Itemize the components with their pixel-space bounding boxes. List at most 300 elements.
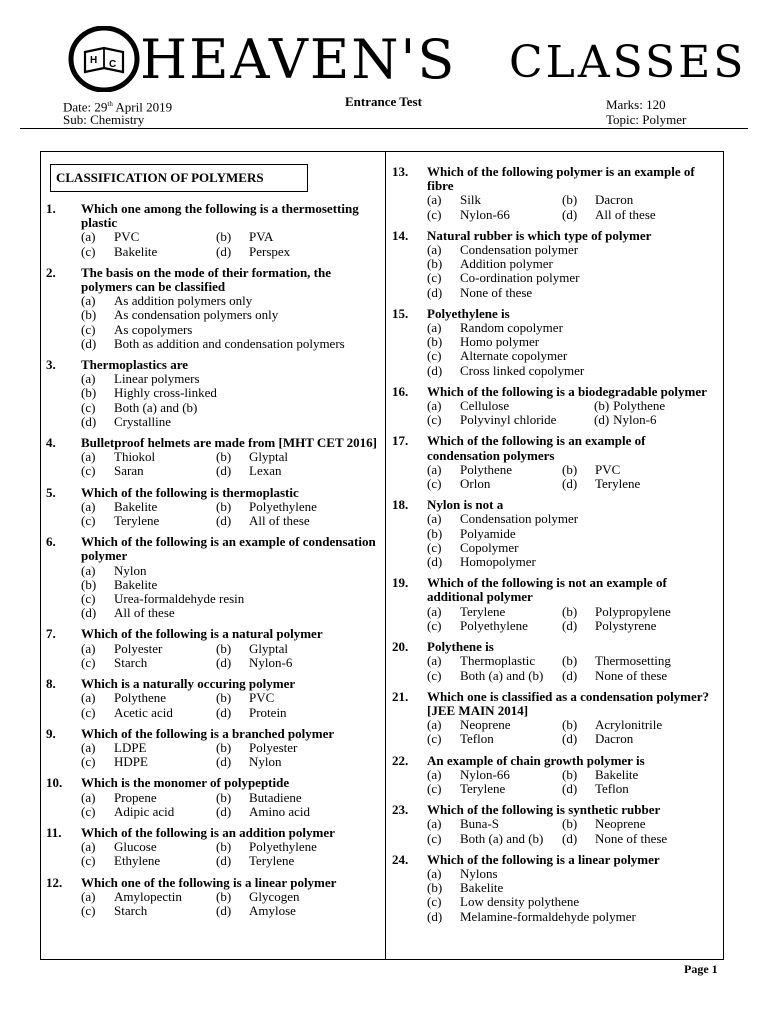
option-text: Butadiene — [249, 789, 302, 805]
options — [81, 691, 380, 719]
option-text: Both (a) and (b) — [114, 399, 198, 415]
option-row — [81, 464, 380, 478]
option-label: (d) — [427, 284, 443, 300]
option-cell — [427, 718, 562, 732]
option-cell — [562, 718, 662, 732]
option-text: Highly cross-linked — [114, 385, 217, 401]
option-cell — [216, 642, 288, 656]
option-row — [81, 741, 380, 755]
option-cell — [216, 840, 317, 854]
option-text: Bakelite — [460, 880, 504, 896]
option-cell — [81, 840, 216, 854]
option-cell — [81, 642, 216, 656]
option-cell — [216, 854, 294, 868]
question-text: Natural rubber is which type of polymer — [427, 227, 652, 243]
option-text: Protein — [249, 704, 287, 720]
option-label: (d) — [562, 731, 578, 747]
options — [81, 642, 380, 670]
option-cell — [216, 450, 288, 464]
option-row — [427, 555, 720, 569]
option-row — [427, 782, 720, 796]
option-text: Terylene — [114, 513, 160, 529]
option-label: (a) — [81, 498, 96, 514]
question-item — [46, 627, 380, 670]
question-item — [392, 385, 720, 428]
subject-line: Sub: Chemistry — [63, 112, 145, 127]
question-number: 11. — [46, 824, 62, 840]
option-label: (d) — [216, 902, 232, 918]
option-text: All of these — [595, 206, 656, 222]
option-label: (b) — [216, 640, 232, 656]
option-label: (a) — [81, 739, 96, 755]
option-label: (a) — [427, 717, 442, 733]
section-heading: CLASSIFICATION OF POLYMERS — [50, 164, 308, 192]
option-text: Nylon — [114, 562, 147, 578]
option-row — [427, 817, 720, 831]
question-item — [46, 535, 380, 620]
option-row — [81, 308, 380, 322]
option-label: (a) — [81, 562, 96, 578]
option-text: Adipic acid — [114, 803, 175, 819]
option-label: (d) — [216, 654, 232, 670]
options — [81, 372, 380, 429]
option-label: (c) — [427, 830, 442, 846]
option-text: Both as addition and condensation polymers — [114, 335, 345, 351]
option-label: (c) — [81, 902, 96, 918]
question-text: Thermoplastics are — [81, 357, 188, 373]
option-label: (d) — [81, 605, 97, 621]
option-label: (a) — [81, 371, 96, 387]
question-text: Polyethylene is — [427, 305, 510, 321]
page-number: Page 1 — [684, 962, 718, 976]
option-row — [427, 910, 720, 924]
option-row — [427, 463, 720, 477]
option-label: (d) — [216, 803, 232, 819]
options — [427, 512, 720, 569]
option-label: (d) — [216, 704, 232, 720]
option-text: Orlon — [460, 476, 491, 492]
option-cell — [562, 477, 640, 491]
question-item — [392, 754, 720, 797]
question-number: 9. — [46, 725, 56, 741]
option-cell — [562, 768, 638, 782]
option-text: Nylon-66 — [460, 766, 510, 782]
option-text: Nylons — [460, 865, 498, 881]
option-text: Polyethylene — [249, 839, 317, 855]
option-row — [81, 606, 380, 620]
option-cell — [81, 691, 216, 705]
options — [427, 718, 720, 746]
options — [81, 500, 380, 528]
option-text: Bakelite — [114, 498, 158, 514]
option-text: PVA — [249, 229, 274, 245]
option-row — [427, 669, 720, 683]
option-label: (c) — [81, 591, 96, 607]
option-label: (c) — [81, 243, 96, 259]
option-cell — [562, 619, 656, 633]
option-cell — [562, 832, 667, 846]
option-cell — [216, 791, 302, 805]
option-label: (c) — [427, 539, 442, 555]
option-cell — [81, 890, 216, 904]
options — [427, 399, 720, 427]
option-row — [427, 335, 720, 349]
question-number: 10. — [46, 775, 63, 791]
option-text: Terylene — [595, 476, 641, 492]
option-row — [427, 271, 720, 285]
option-row — [81, 415, 380, 429]
question-number: 1. — [46, 201, 56, 216]
option-cell — [216, 755, 282, 769]
question-text: Nylon is not a — [427, 497, 504, 513]
option-label: (c) — [81, 321, 96, 337]
question-number: 12. — [46, 874, 63, 890]
option-row — [81, 854, 380, 868]
question-item — [46, 776, 380, 819]
option-text: Lexan — [249, 463, 282, 479]
option-text: Propene — [114, 789, 157, 805]
options — [81, 450, 380, 478]
option-label: (c) — [427, 617, 442, 633]
option-label: (d) — [427, 362, 443, 378]
logo-emblem — [68, 26, 140, 92]
question-item — [392, 434, 720, 491]
option-text: PVC — [595, 461, 621, 477]
option-row — [81, 401, 380, 415]
option-text: Bakelite — [595, 766, 639, 782]
question-number: 20. — [392, 639, 409, 655]
option-text: Polythene — [460, 461, 512, 477]
question-text: Which of the following polymer is an example of fibre — [427, 164, 695, 194]
option-cell — [427, 413, 594, 427]
question-text: Which of the following is an addition polymer — [81, 824, 335, 840]
option-text: Teflon — [595, 780, 629, 796]
option-text: PVC — [114, 229, 140, 245]
option-label: (a) — [427, 320, 442, 336]
option-text: Nylon — [249, 754, 282, 770]
option-text: Polyethylene — [249, 498, 317, 514]
option-row — [427, 654, 720, 668]
options — [427, 605, 720, 633]
option-text: Condensation polymer — [460, 511, 579, 527]
option-text: Glyptal — [249, 640, 288, 656]
brand-name: HEAVEN'S — [140, 28, 457, 91]
option-cell — [216, 805, 310, 819]
option-row — [427, 527, 720, 541]
option-text: Polyvinyl chloride — [460, 412, 557, 428]
option-label: (b) — [562, 461, 578, 477]
option-cell — [216, 464, 281, 478]
option-label: (d) — [427, 554, 443, 570]
option-row — [81, 372, 380, 386]
column-divider — [385, 151, 386, 960]
question-text: Which of the following is thermoplastic — [81, 484, 299, 500]
question-number: 3. — [46, 357, 56, 373]
question-text: Polythene is — [427, 639, 494, 655]
option-label: (a) — [81, 888, 96, 904]
options — [427, 817, 720, 845]
option-cell — [594, 413, 657, 427]
option-label: (b) — [216, 839, 232, 855]
option-cell — [562, 654, 671, 668]
option-text: Polystyrene — [595, 617, 657, 633]
option-cell — [562, 193, 633, 207]
option-label: (a) — [427, 816, 442, 832]
option-label: (d) — [562, 667, 578, 683]
option-text: Condensation polymer — [460, 242, 579, 258]
option-text: Crystalline — [114, 413, 172, 429]
option-label: (b) — [81, 307, 97, 323]
option-text: HDPE — [114, 754, 148, 770]
option-text: None of these — [595, 667, 668, 683]
option-text: Teflon — [460, 731, 494, 747]
options — [81, 890, 380, 918]
option-text: Polypropylene — [595, 603, 671, 619]
option-text: Homo polymer — [460, 334, 540, 350]
option-cell — [562, 208, 656, 222]
option-label: (b) — [216, 888, 232, 904]
option-text: Urea-formaldehyde resin — [114, 591, 245, 607]
option-cell — [81, 450, 216, 464]
option-label: (b) — [562, 192, 578, 208]
option-label: (b) — [427, 880, 443, 896]
option-label: (d) — [562, 780, 578, 796]
question-item — [46, 826, 380, 869]
option-row — [427, 193, 720, 207]
option-cell — [81, 904, 216, 918]
question-number: 5. — [46, 484, 56, 500]
option-label: (c) — [427, 270, 442, 286]
topic: Topic: Polymer — [606, 112, 687, 127]
question-item — [46, 727, 380, 770]
marks: Marks: 120 — [606, 97, 666, 112]
option-label: (a) — [427, 511, 442, 527]
question-item — [46, 486, 380, 529]
option-label: (c) — [81, 399, 96, 415]
option-label: (d) — [81, 335, 97, 351]
option-label: (c) — [427, 206, 442, 222]
question-number: 18. — [392, 497, 409, 513]
option-row — [427, 349, 720, 363]
question-item — [46, 677, 380, 720]
question-item — [392, 576, 720, 633]
option-cell — [81, 514, 216, 528]
option-label: (b) — [216, 789, 232, 805]
option-label: (d) — [562, 617, 578, 633]
option-label: (b) — [427, 334, 443, 350]
option-label: (b) — [594, 398, 610, 414]
question-item — [392, 165, 720, 222]
option-label: (d) — [216, 513, 232, 529]
question-number: 15. — [392, 305, 409, 321]
option-row — [81, 791, 380, 805]
option-label: (c) — [81, 754, 96, 770]
option-cell — [562, 732, 633, 746]
question-item — [392, 803, 720, 846]
option-row — [427, 619, 720, 633]
option-row — [427, 413, 720, 427]
option-label: (c) — [81, 513, 96, 529]
option-label: (b) — [562, 717, 578, 733]
option-cell — [81, 464, 216, 478]
options — [427, 193, 720, 221]
question-text: Which of the following is an example of condensation polymer — [81, 534, 376, 564]
option-text: Homopolymer — [460, 554, 536, 570]
option-text: Thiokol — [114, 449, 156, 465]
option-row — [427, 257, 720, 271]
option-text: Cross linked copolymer — [460, 362, 585, 378]
question-item — [392, 690, 720, 747]
option-text: Silk — [460, 192, 481, 208]
question-item — [392, 853, 720, 924]
question-text: Bulletproof helmets are made from [MHT CET 2016] — [81, 435, 377, 451]
question-text: The basis on the mode of their formation, the polymers can be classified — [81, 264, 332, 295]
option-cell — [594, 399, 665, 413]
option-text: Glucose — [114, 839, 157, 855]
options — [81, 741, 380, 769]
option-text: Bakelite — [114, 576, 158, 592]
option-label: (a) — [427, 398, 442, 414]
option-text: Linear polymers — [114, 371, 200, 387]
option-cell — [81, 706, 216, 720]
option-label: (d) — [562, 206, 578, 222]
options — [81, 791, 380, 819]
option-cell — [427, 782, 562, 796]
option-cell — [81, 245, 216, 259]
option-label: (c) — [427, 412, 442, 428]
option-cell — [81, 741, 216, 755]
option-label: (c) — [81, 463, 96, 479]
option-text: Perspex — [249, 243, 291, 259]
option-cell — [81, 854, 216, 868]
option-cell — [562, 463, 620, 477]
option-text: LDPE — [114, 739, 147, 755]
option-cell — [81, 755, 216, 769]
question-item — [46, 266, 380, 351]
question-item — [392, 307, 720, 378]
options — [427, 321, 720, 378]
option-row — [81, 656, 380, 670]
option-row — [81, 386, 380, 400]
option-text: All of these — [249, 513, 310, 529]
option-label: (b) — [562, 766, 578, 782]
option-label: (c) — [427, 348, 442, 364]
question-text: Which of the following is a branched polymer — [81, 725, 335, 741]
option-cell — [81, 230, 216, 244]
option-label: (b) — [427, 525, 443, 541]
option-label: (a) — [81, 293, 96, 309]
option-row — [427, 364, 720, 378]
option-row — [427, 881, 720, 895]
option-text: Copolymer — [460, 539, 519, 555]
option-label: (b) — [81, 576, 97, 592]
option-label: (d) — [594, 412, 610, 428]
question-item — [392, 498, 720, 569]
left-column — [46, 151, 380, 925]
question-number: 13. — [392, 164, 409, 179]
option-row — [81, 230, 380, 244]
option-text: As condensation polymers only — [114, 307, 279, 323]
options — [81, 294, 380, 351]
option-row — [81, 904, 380, 918]
svg-text:C: C — [109, 59, 117, 70]
option-cell — [562, 605, 671, 619]
question-number: 23. — [392, 802, 409, 818]
options — [427, 463, 720, 491]
option-label: (a) — [81, 640, 96, 656]
question-text: Which of the following is a natural polymer — [81, 626, 323, 642]
option-text: Thermoplastic — [460, 653, 536, 669]
question-number: 4. — [46, 435, 56, 451]
option-label: (d) — [216, 853, 232, 869]
question-number: 16. — [392, 383, 409, 399]
option-row — [81, 500, 380, 514]
option-row — [427, 208, 720, 222]
option-text: Melamine-formaldehyde polymer — [460, 908, 636, 924]
svg-text:H: H — [90, 55, 98, 66]
option-label: (c) — [427, 894, 442, 910]
question-item — [46, 358, 380, 429]
option-text: Addition polymer — [460, 256, 553, 272]
option-text: Neoprene — [595, 816, 646, 832]
option-label: (b) — [562, 816, 578, 832]
option-row — [81, 578, 380, 592]
option-row — [427, 732, 720, 746]
option-row — [81, 706, 380, 720]
option-label: (a) — [81, 690, 96, 706]
option-row — [427, 768, 720, 782]
option-cell — [81, 805, 216, 819]
option-text: As copolymers — [114, 321, 193, 337]
option-cell — [427, 832, 562, 846]
option-label: (d) — [81, 413, 97, 429]
option-row — [81, 805, 380, 819]
option-row — [427, 286, 720, 300]
option-cell — [216, 500, 317, 514]
question-text: An example of chain growth polymer is — [427, 752, 645, 768]
option-label: (a) — [427, 461, 442, 477]
option-row — [81, 245, 380, 259]
option-cell — [81, 500, 216, 514]
options — [81, 564, 380, 621]
question-item — [46, 202, 380, 259]
option-cell — [427, 619, 562, 633]
option-text: Ethylene — [114, 853, 161, 869]
question-text: Which one of the following is a linear polymer — [81, 874, 337, 890]
question-number: 2. — [46, 264, 56, 280]
option-cell — [427, 669, 562, 683]
question-text: Which one among the following is a thermosetting plastic — [81, 201, 359, 231]
question-number: 6. — [46, 534, 56, 550]
option-label: (b) — [216, 739, 232, 755]
option-cell — [427, 768, 562, 782]
option-label: (b) — [562, 653, 578, 669]
option-text: Polyester — [114, 640, 163, 656]
option-cell — [81, 791, 216, 805]
brand-classes: CLASSES — [509, 37, 747, 88]
option-cell — [216, 230, 273, 244]
option-row — [81, 691, 380, 705]
option-label: (c) — [81, 853, 96, 869]
option-cell — [216, 514, 310, 528]
option-row — [81, 294, 380, 308]
option-text: Neoprene — [460, 717, 511, 733]
question-number: 8. — [46, 676, 56, 692]
question-number: 17. — [392, 433, 409, 449]
option-text: Low density polythene — [460, 894, 580, 910]
question-number: 19. — [392, 575, 409, 591]
question-item — [392, 229, 720, 300]
